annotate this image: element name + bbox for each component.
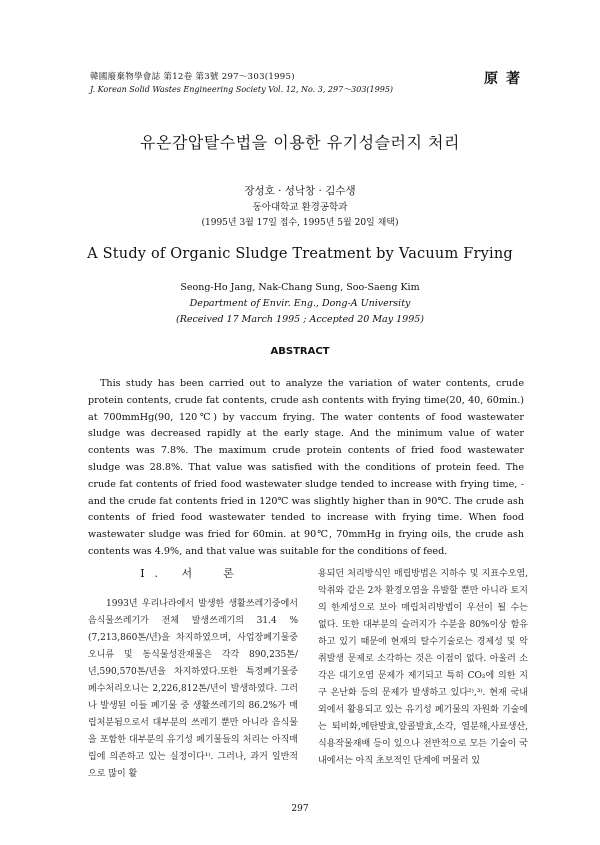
- english-authors: Seong-Ho Jang, Nak-Chang Sung, Soo-Saeng Kim: [180, 282, 420, 293]
- korean-authors: 장성호 · 성낙창 · 김수생: [244, 185, 356, 197]
- introduction-heading: I. 서 론: [140, 567, 244, 580]
- korean-received-date: (1995년 3월 17일 접수, 1995년 5월 20일 채택): [201, 218, 399, 228]
- introduction-right-column: 용되던 처리방식인 매립방법은 지하수 및 지표수오염, 악취와 같은 2차 환경오염을 유발할 뿐만 아니라 토지의 한계성으로 보아 매립처리방법이 우선이 될 수는 없다. 또한 대부분의 슬러지가 수분을 80%이상 함유하고 있기 때문에 현재의 탈수기술로는 경제성 및 악취발생 문제로 소각하는 것은 이점이 없다. 아울러 소각은 대기오염 문제가 제기되고 특히 CO₂에 의한 지구 온난화 등의 문제가 발생하고 있다²⁾,³⁾. 현재 국내외에서 활용되고 있는 유기성 폐기물의 자원화 기술에는 퇴비화,메탄발효,알콜발효,소각, 열분해,사료생산,식용작물재배 등이 있으나 전반적으로 모든 기술이 국내에서는 아직 초보적인 단계에 머물러 있: [318, 569, 528, 766]
- abstract-heading: ABSTRACT: [270, 346, 330, 357]
- english-title: A Study of Organic Sludge Treatment by Vacuum Frying: [87, 246, 513, 262]
- journal-header-english: J. Korean Solid Wastes Engineering Society Vol. 12, No. 3, 297～303(1995): [90, 85, 394, 94]
- english-received-date: (Received 17 March 1995 ; Accepted 20 May 1995): [176, 314, 424, 325]
- abstract-text: This study has been carried out to analyze the variation of water contents, crude protein contents, crude fat contents, crude ash contents with frying time(20, 40, 60min.) at 700mmHg(90, 120℃) by vaccum frying. The water contents of food wastewater sludge was decreased rapidly at the early stage. And the minimum value of water contents was 7.8%. The maximum crude protein contents of fried food wastewater sludge was 28.8%. That value was satisfied with the conditions of protein feed. The crude fat contents of fried food wastewater sludge tended to increase with frying time, -and the crude fat contents fried in 120℃ was slightly higher than in 90℃. The crude ash contents of fried food wastewater tended to increase with frying time. When food wastewater sludge was fried for 60min. at 90℃, 70mmHg in frying oils, the crude ash contents was 4.9%, and that value was suitable for the conditions of feed.: [88, 378, 524, 557]
- article-type-label: 原著: [484, 71, 528, 87]
- korean-title: 유온감압탈수법을 이용한 유기성슬러지 처리: [140, 133, 460, 152]
- introduction-left-column: 1993년 우리나라에서 발생한 생활쓰레기중에서 음식물쓰레기가 전체 발생쓰레기의 31.4 %(7,213,860톤/년)을 차지하였으며, 사업장폐기물중 오니류 및 동식물성잔재물은 각각 890,235톤/년,590,570톤/년을 차지하였다.또한 특정폐기물중 폐수처리오니는 2,226,812톤/년이 발생하였다. 그러나 발생된 이들 폐기물 중 생활쓰레기의 86.2%가 매립처분됨으로서 대부분의 쓰레기 뿐만 아니라 음식물을 포함한 대부분의 유기성 폐기물들의 처리는 아직매립에 의존하고 있는 실정이다¹⁾. 그러나, 과거 일반적으로 많이 활: [88, 599, 298, 779]
- journal-header-korean: 韓國廢棄物學會誌 第12卷 第3號 297～303(1995): [90, 72, 295, 82]
- korean-affiliation: 동아대학교 환경공학과: [252, 202, 348, 213]
- page-number: 297: [291, 804, 309, 814]
- english-affiliation: Department of Envir. Eng., Dong-A University: [189, 298, 411, 309]
